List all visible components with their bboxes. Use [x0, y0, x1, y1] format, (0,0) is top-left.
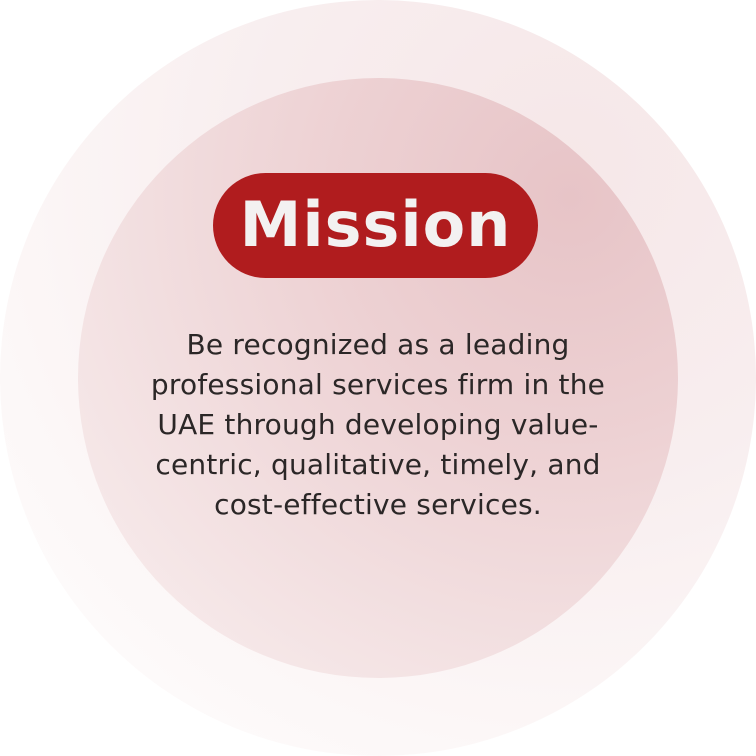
mission-statement — [100, 325, 656, 525]
mission-heading: Mission — [239, 187, 512, 261]
mission-statement-line: UAE through developing value- — [157, 408, 599, 441]
mission-statement-line: Be recognized as a leading — [186, 328, 570, 361]
mission-statement-line: centric, qualitative, timely, and — [155, 448, 601, 481]
mission-statement-line: cost-effective services. — [214, 488, 542, 521]
mission-heading-badge — [213, 173, 538, 278]
mission-statement-line: professional services firm in the — [150, 368, 606, 401]
